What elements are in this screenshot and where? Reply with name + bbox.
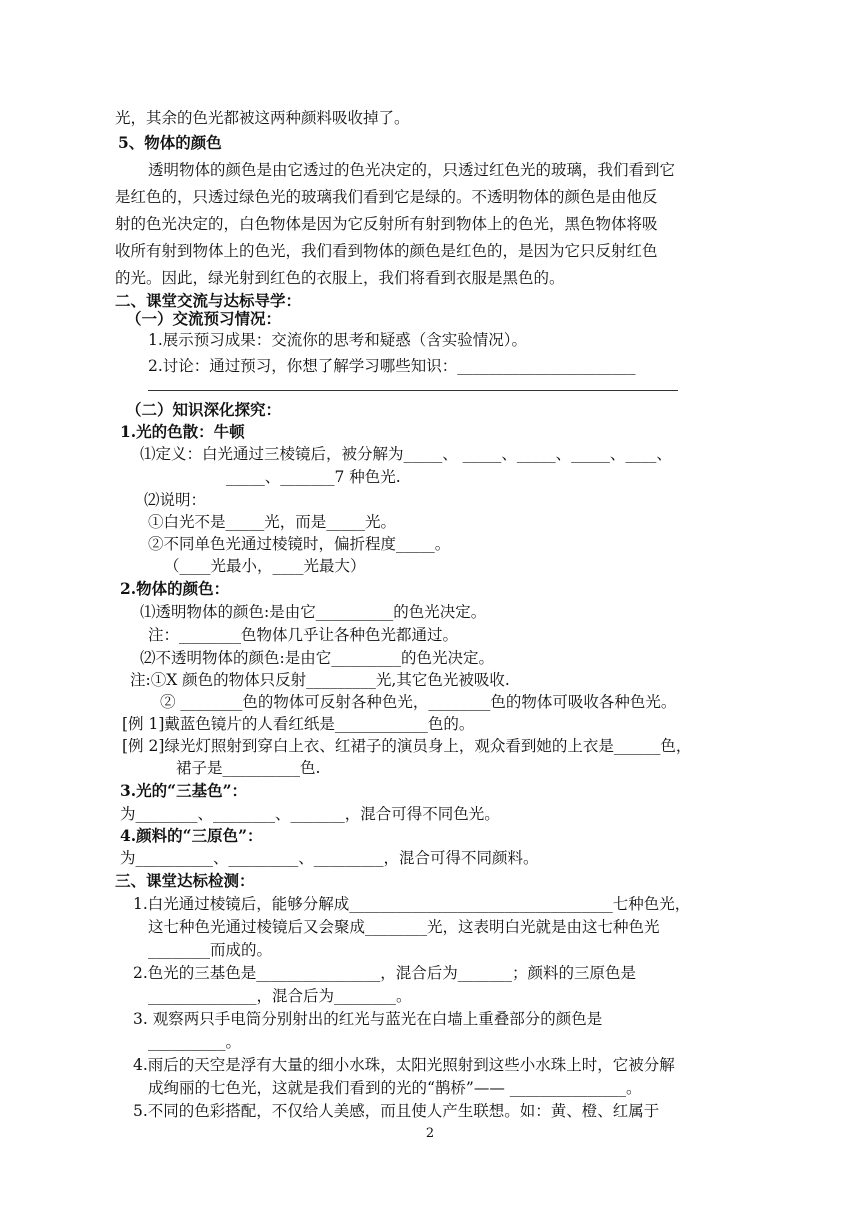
text-line: 为________、________、_______，混合可得不同色光。 [120, 805, 500, 823]
topic-heading: 3.光的“三基色”： [120, 781, 248, 800]
text-line: 注:①X 颜色的物体只反射_________光,其它色光被吸收. [130, 671, 510, 689]
text-line: 光，其余的色光都被这两种颜料吸收掉了。 [115, 109, 410, 127]
text-line: 1.白光通过棱镜后，能够分解成__________________________________七种色光， [133, 895, 691, 913]
text-line: [例 2]绿光灯照射到穿白上衣、红裙子的演员身上，观众看到她的上衣是______色， [122, 737, 692, 755]
text-line: 裙子是__________色. [176, 759, 321, 777]
text-line: ② ________色的物体可反射各种色光，________色的物体可吸收各种色光。 [160, 693, 677, 711]
text-line: 2.色光的三基色是________________，混合后为_______；颜料的三原色是 [133, 964, 637, 982]
answer-line [148, 390, 678, 391]
text-line: 1.展示预习成果：交流你的思考和疑惑（含实验情况）。 [148, 331, 528, 349]
text-line: ②不同单色光通过棱镜时，偏折程度_____。 [148, 535, 451, 553]
text-line: 为__________、_________、_________，混合可得不同颜料。 [120, 849, 539, 867]
page-number: 2 [425, 1126, 435, 1141]
text-line: 5.不同的色彩搭配，不仅给人美感，而且使人产生联想。如：黄、橙、红属于 [133, 1102, 660, 1120]
subsection-heading: （二）知识深化探究： [126, 400, 282, 419]
text-line: _____、_______7 种色光. [226, 468, 401, 486]
text-line: 成绚丽的七色光，这就是我们看到的光的“鹊桥”—— _______________。 [148, 1079, 642, 1097]
text-line: ⑵不透明物体的颜色:是由它_________的色光决定。 [140, 649, 494, 667]
text-line: 这七种色光通过棱镜后又会聚成________光，这表明白光就是由这七种色光 [148, 918, 660, 936]
subsection-heading: （一）交流预习情况： [126, 309, 282, 328]
text-line: 收所有射到物体上的色光，我们看到物体的颜色是红色的，是因为它只反射红色 [115, 242, 658, 260]
text-line: 3. 观察两只手电筒分别射出的红光与蓝光在白墙上重叠部分的颜色是 [133, 1010, 603, 1028]
section-heading: 二、课堂交流与达标导学： [115, 291, 302, 310]
text-line: ⑵说明： [144, 491, 207, 509]
topic-heading: 2.物体的颜色： [120, 579, 230, 598]
topic-heading: 4.颜料的“三原色”： [120, 826, 263, 845]
text-line: 2.讨论：通过预习，你想了解学习哪些知识：_______________________ [148, 357, 636, 375]
text-line: 4.雨后的天空是浮有大量的细小水珠，太阳光照射到这些小水珠上时，它被分解 [133, 1056, 675, 1074]
text-line: ⑴透明物体的颜色:是由它__________的色光决定。 [140, 603, 487, 621]
text-line: （____光最小，____光最大） [164, 557, 366, 575]
text-line: ________而成的。 [148, 941, 273, 959]
text-line: 的光。因此，绿光射到红色的衣服上，我们将看到衣服是黑色的。 [115, 269, 565, 287]
text-line: ⑴定义：白光通过三棱镜后，被分解为_____、 _____、_____、_____、____、 [140, 445, 672, 463]
section-heading: 5、物体的颜色 [118, 133, 222, 152]
text-line: ①白光不是_____光，而是_____光。 [148, 513, 397, 531]
text-line: __________。 [148, 1033, 242, 1051]
text-line: 是红色的，只透过绿色光的玻璃我们看到它是绿的。不透明物体的颜色是由他反 [115, 188, 658, 206]
text-line: ______________，混合后为________。 [148, 987, 412, 1005]
topic-heading: 1.光的色散：牛顿 [120, 422, 245, 441]
text-line: 射的色光决定的，白色物体是因为它反射所有射到物体上的色光，黑色物体将吸 [115, 215, 658, 233]
section-heading: 三、课堂达标检测： [115, 871, 255, 890]
text-line: 透明物体的颜色是由它透过的色光决定的，只透过红色光的玻璃，我们看到它 [148, 161, 676, 179]
text-line: [例 1]戴蓝色镜片的人看红纸是____________色的。 [122, 715, 475, 733]
text-line: 注：________色物体几乎让各种色光都通过。 [148, 626, 459, 644]
